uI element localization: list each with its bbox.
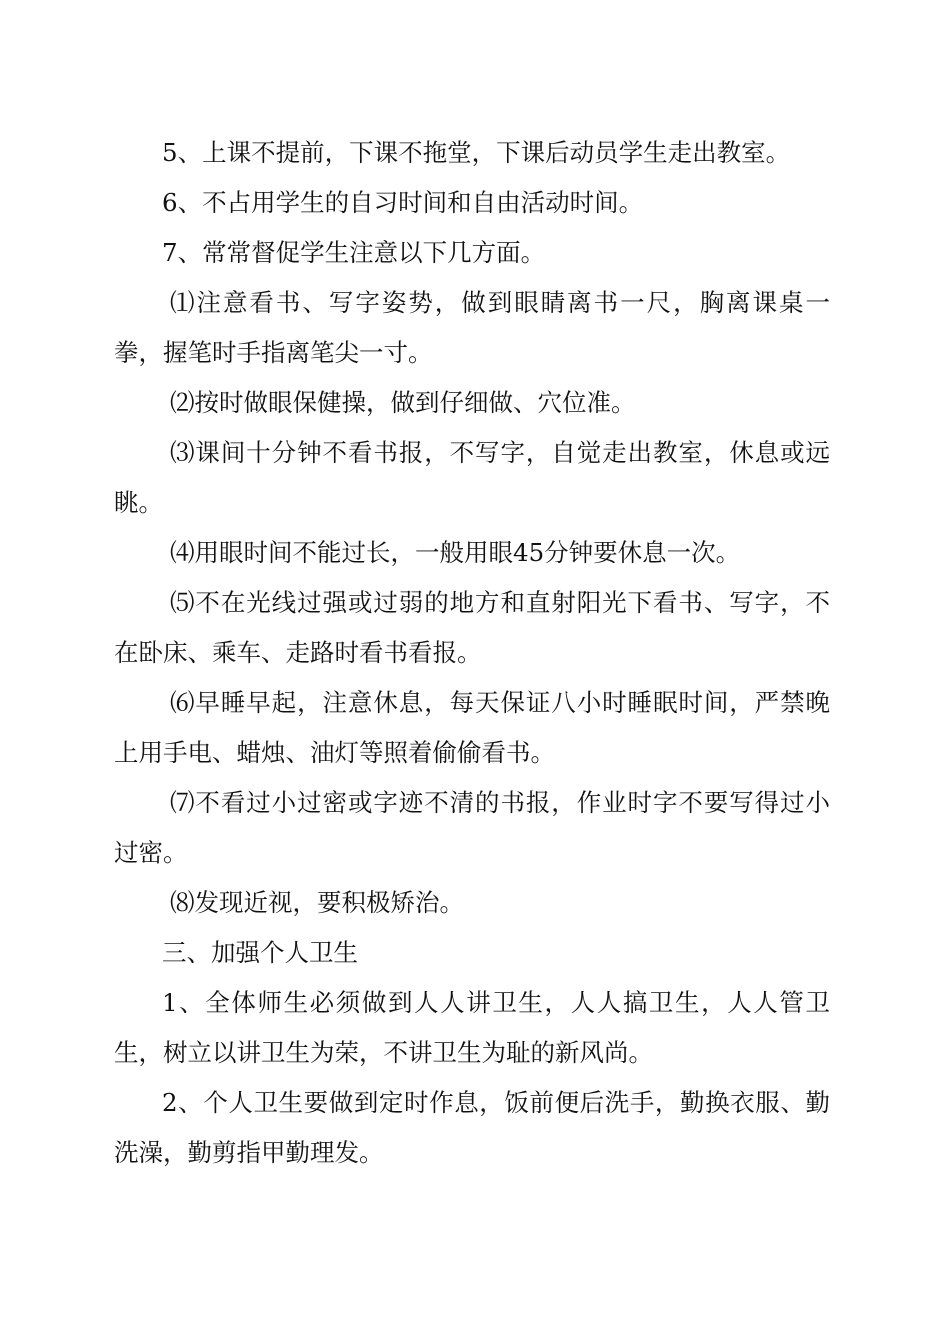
paragraph-subitem-6: ⑹早睡早起，注意休息，每天保证八小时睡眠时间，严禁晚上用手电、蜡烛、油灯等照着偷偷看书。 xyxy=(114,688,830,767)
paragraph-hygiene-1: 1、全体师生必须做到人人讲卫生，人人搞卫生，人人管卫生，树立以讲卫生为荣，不讲卫生为耻的新风尚。 xyxy=(114,988,830,1067)
paragraph-subitem-4: ⑷用眼时间不能过长，一般用眼45分钟要休息一次。 xyxy=(170,538,741,567)
paragraph-item-5: 5、上课不提前，下课不拖堂，下课后动员学生走出教室。 xyxy=(162,138,791,167)
paragraph-subitem-1: ⑴注意看书、写字姿势，做到眼睛离书一尺，胸离课桌一拳，握笔时手指离笔尖一寸。 xyxy=(114,288,830,367)
paragraph-subitem-2: ⑵按时做眼保健操，做到仔细做、穴位准。 xyxy=(170,388,636,417)
document-body xyxy=(114,128,830,1178)
section-heading-personal-hygiene: 三、加强个人卫生 xyxy=(162,938,358,967)
paragraph-subitem-8: ⑻发现近视，要积极矫治。 xyxy=(170,888,464,917)
paragraph-subitem-3: ⑶课间十分钟不看书报，不写字，自觉走出教室，休息或远眺。 xyxy=(114,438,830,517)
paragraph-item-6: 6、不占用学生的自习时间和自由活动时间。 xyxy=(162,188,644,217)
paragraph-item-7: 7、常常督促学生注意以下几方面。 xyxy=(162,238,546,267)
paragraph-subitem-7: ⑺不看过小过密或字迹不清的书报，作业时字不要写得过小过密。 xyxy=(114,788,830,867)
paragraph-subitem-5: ⑸不在光线过强或过弱的地方和直射阳光下看书、写字，不在卧床、乘车、走路时看书看报。 xyxy=(114,588,830,667)
paragraph-hygiene-2: 2、个人卫生要做到定时作息，饭前便后洗手，勤换衣服、勤洗澡，勤剪指甲勤理发。 xyxy=(114,1088,830,1167)
